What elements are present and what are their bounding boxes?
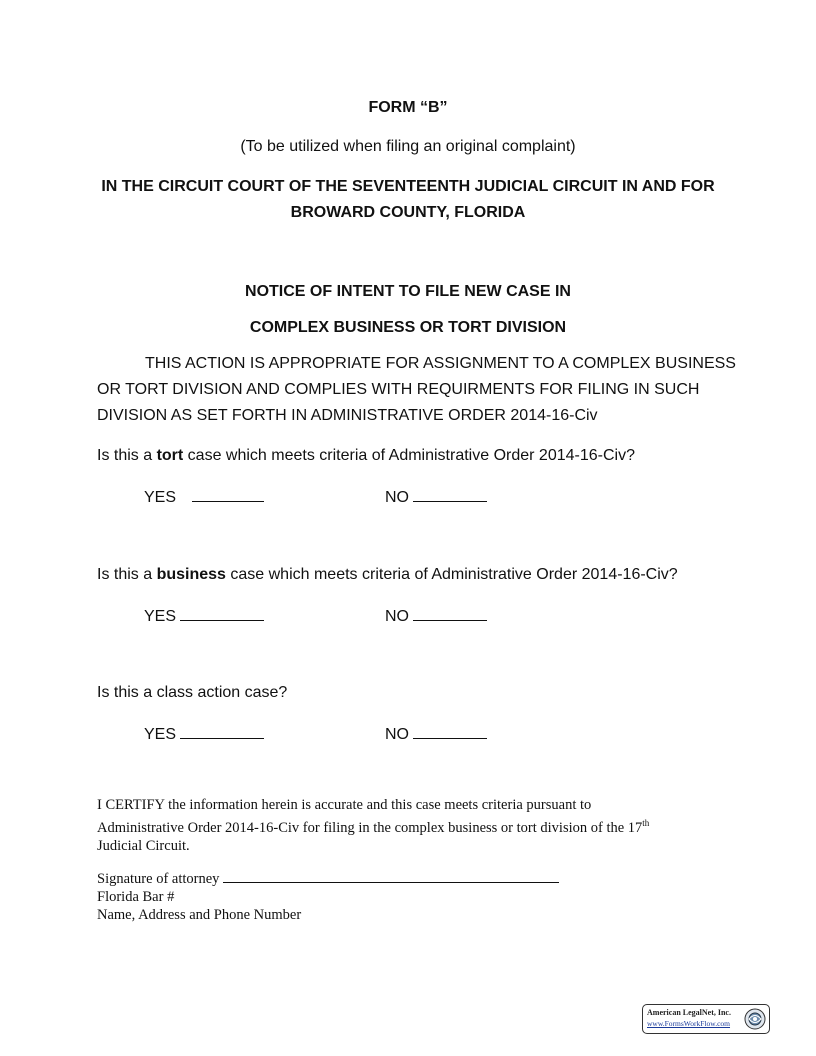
tort-yes-blank[interactable] bbox=[192, 487, 264, 502]
statement-line3: DIVISION AS SET FORTH IN ADMINISTRATIVE ORDER 2014-16-Civ bbox=[97, 407, 598, 424]
question-text: Is this a bbox=[97, 447, 157, 464]
class-action-yes-blank[interactable] bbox=[180, 724, 264, 739]
notice-title-line1: NOTICE OF INTENT TO FILE NEW CASE IN bbox=[245, 283, 571, 300]
logo-company-name: American LegalNet, Inc. bbox=[647, 1008, 731, 1017]
no-label: NO bbox=[385, 608, 409, 625]
no-label: NO bbox=[385, 489, 409, 506]
signature-block bbox=[97, 869, 559, 924]
yes-label: YES bbox=[144, 489, 177, 506]
question-class-action bbox=[97, 684, 287, 702]
tort-no-field[interactable] bbox=[385, 487, 487, 507]
question-text: case which meets criteria of Administrative Order 2014-16-Civ? bbox=[183, 447, 635, 464]
signature-field[interactable] bbox=[97, 869, 559, 888]
yes-label: YES bbox=[144, 608, 177, 625]
globe-icon bbox=[744, 1008, 766, 1030]
signature-label: Signature of attorney bbox=[97, 871, 220, 887]
question-business bbox=[97, 566, 678, 584]
logo-url-link[interactable]: www.FormsWorkFlow.com bbox=[647, 1019, 731, 1028]
question-text: Is this a class action case? bbox=[97, 684, 288, 701]
question-keyword: business bbox=[156, 566, 226, 583]
business-yes-field[interactable] bbox=[144, 606, 264, 626]
ordinal-suffix: th bbox=[642, 818, 650, 828]
question-text: case which meets criteria of Administrative Order 2014-16-Civ? bbox=[225, 566, 678, 583]
statement-paragraph bbox=[97, 351, 737, 429]
yes-label: YES bbox=[144, 726, 177, 743]
certify-line3: Judicial Circuit. bbox=[97, 837, 190, 854]
class-action-no-blank[interactable] bbox=[413, 724, 487, 739]
question-keyword: tort bbox=[156, 447, 184, 464]
signature-line[interactable] bbox=[223, 869, 559, 883]
statement-line2: OR TORT DIVISION AND COMPLIES WITH REQUIRMENTS FOR FILING IN SUCH bbox=[97, 381, 700, 398]
question-text: Is this a bbox=[97, 566, 157, 583]
certify-line2-text: Administrative Order 2014-16-Civ for filing in the complex business or tort division of the 17 bbox=[97, 819, 643, 836]
no-label: NO bbox=[385, 726, 409, 743]
contact-label: Name, Address and Phone Number bbox=[97, 907, 302, 923]
court-heading-line2: BROWARD COUNTY, FLORIDA bbox=[290, 204, 526, 221]
certify-line1: I CERTIFY the information herein is accurate and this case meets criteria pursuant to bbox=[97, 797, 592, 813]
class-action-no-field[interactable] bbox=[385, 724, 487, 744]
court-heading-line1: IN THE CIRCUIT COURT OF THE SEVENTEENTH JUDICIAL CIRCUIT IN AND FOR bbox=[101, 178, 715, 195]
american-legalnet-logo bbox=[642, 1004, 770, 1034]
tort-yes-field[interactable] bbox=[144, 487, 264, 507]
class-action-yes-field[interactable] bbox=[144, 724, 264, 744]
certify-line2 bbox=[97, 814, 717, 837]
tort-no-blank[interactable] bbox=[413, 487, 487, 502]
notice-title-line2: COMPLEX BUSINESS OR TORT DIVISION bbox=[249, 319, 567, 336]
florida-bar-label: Florida Bar # bbox=[97, 889, 175, 905]
form-subtitle: (To be utilized when filing an original complaint) bbox=[240, 138, 576, 155]
statement-line1: THIS ACTION IS APPROPRIATE FOR ASSIGNMENT TO A COMPLEX BUSINESS bbox=[145, 355, 736, 372]
question-tort bbox=[97, 447, 635, 465]
certification-paragraph bbox=[97, 796, 717, 855]
form-title: FORM “B” bbox=[368, 99, 448, 116]
business-yes-blank[interactable] bbox=[180, 606, 264, 621]
business-no-blank[interactable] bbox=[413, 606, 487, 621]
business-no-field[interactable] bbox=[385, 606, 487, 626]
